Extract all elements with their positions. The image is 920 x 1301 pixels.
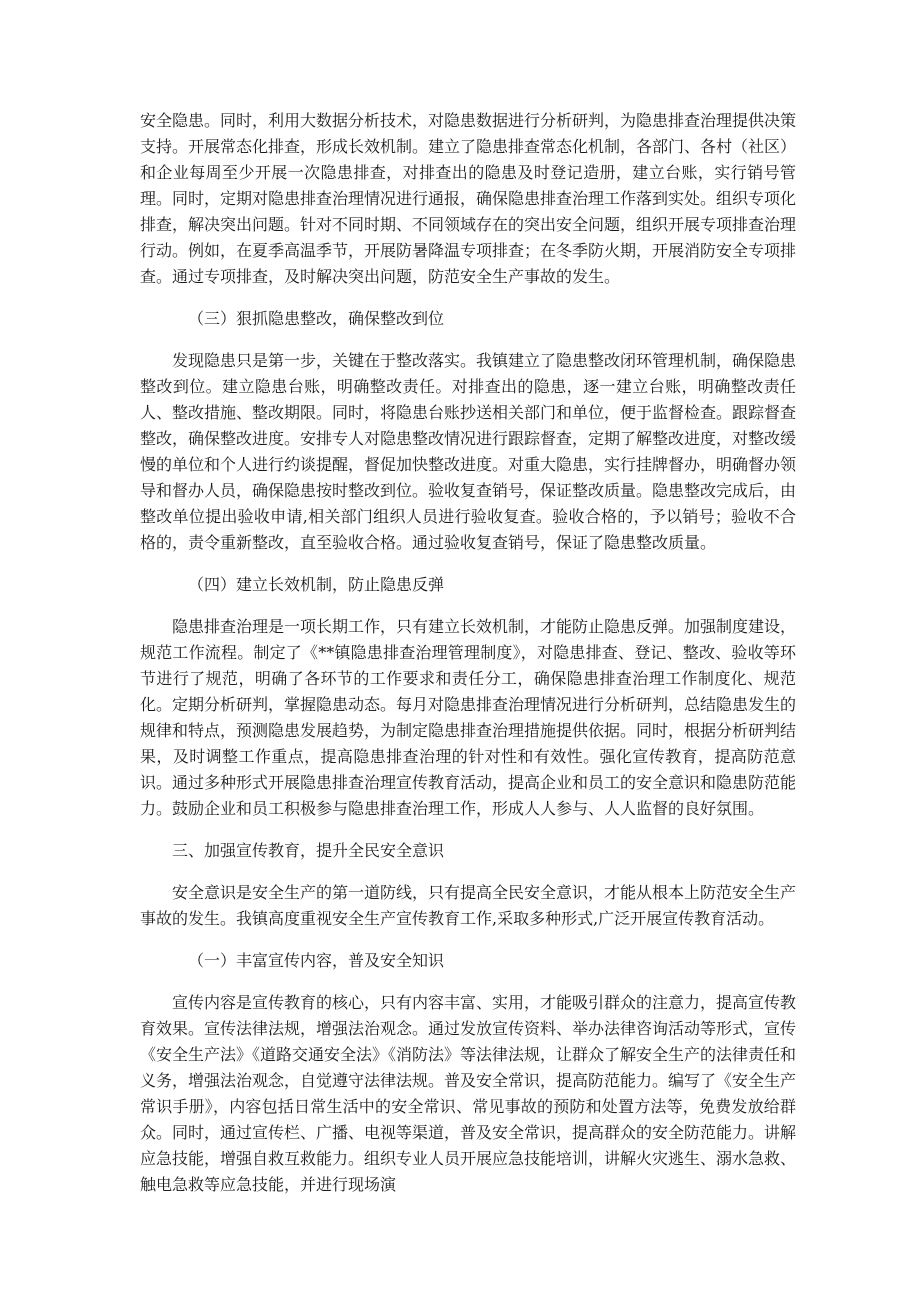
spacer: [140, 974, 796, 990]
paragraph-safety-awareness: 安全意识是安全生产的第一道防线，只有提高全民安全意识，才能从根本上防范安全生产事故的发生。我镇高度重视安全生产宣传教育工作,采取多种形式,广泛开展宣传教育活动。: [140, 883, 797, 928]
subheading-3: （三）狠抓隐患整改，确保整改到位: [188, 309, 445, 328]
paragraph-rectification: 发现隐患只是第一步，关键在于整改落实。我镇建立了隐患整改闭环管理机制，确保隐患整改到位。建立隐患台账，明确整改责任。对排查出的隐患，逐一建立台账，明确整改责任人、整改措施、整改期限。同时，将隐患台账抄送相关部门和单位，便于监督检查。跟踪督查整改，确保整改进度。安排专人对隐患整改情况进行跟踪督查，定期了解整改进度，对整改缓慢的单位和个人进行约谈提醒，督促加快整改进度。对重大隐患，实行挂牌督办，明确督办领导和督办人员，确保隐患按时整改到位。验收复查销号，保证整改质量。隐患整改完成后，由整改单位提出验收申请,相关部门组织人员进行验收复查。验收合格的，予以销号；验收不合格的，责令重新整改，直至验收合格。通过验收复查销号，保证了隐患整改质量。: [140, 351, 797, 552]
paragraph-continuation: 安全隐患。同时，利用大数据分析技术，对隐患数据进行分析研判，为隐患排查治理提供决策支持。开展常态化排查，形成长效机制。建立了隐患排查常态化机制，各部门、各村（社区）和企业每周至少开展一次隐患排查，对排查出的隐患及时登记造册，建立台账，实行销号管理。同时，定期对隐患排查治理情况进行通报，确保隐患排查治理工作落到实处。组织专项化排查，解决突出问题。针对不同时期、不同领域存在的突出安全问题，组织开展专项排查治理行动。例如，在夏季高温季节，开展防暑降温专项排查；在冬季防火期，开展消防安全专项排查。通过专项排查，及时解决突出问题，防范安全生产事故的发生。: [140, 111, 797, 286]
document-page: [140, 108, 796, 1198]
spacer: [140, 864, 796, 880]
spacer: [140, 290, 796, 306]
subheading-4: （四）建立长效机制，防止隐患反弹: [188, 575, 445, 594]
spacer: [140, 932, 796, 948]
paragraph-publicity-content: 宣传内容是宣传教育的核心，只有内容丰富、实用，才能吸引群众的注意力，提高宣传教育效果。宣传法律法规，增强法治观念。通过发放宣传资料、举办法律咨询活动等形式，宣传《安全生产法》《道路交通安全法》《消防法》等法律法规，让群众了解安全生产的法律责任和义务，增强法治观念，自觉遵守法律法规。普及安全常识，提高防范能力。编写了《安全生产常识手册》，内容包括日常生活中的安全常识、常见事故的预防和处置方法等，免费发放给群众。同时，通过宣传栏、广播、电视等渠道，普及安全常识，提高群众的安全防范能力。讲解应急技能，增强自救互救能力。组织专业人员开展应急技能培训，讲解火灾逃生、溺水急救、触电急救等应急技能，并进行现场演: [140, 993, 797, 1194]
spacer: [140, 822, 796, 838]
section-heading-3: 三、加强宣传教育，提升全民安全意识: [172, 841, 445, 860]
paragraph-long-term-mechanism: 隐患排查治理是一项长期工作，只有建立长效机制，才能防止隐患反弹。加强制度建设，规范工作流程。制定了《**镇隐患排查治理管理制度》，对隐患排查、登记、整改、验收等环节进行了规范，明确了各环节的工作要求和责任分工，确保隐患排查治理工作制度化、规范化。定期分析研判，掌握隐患动态。每月对隐患排查治理情况进行分析研判，总结隐患发生的规律和特点，预测隐患发展趋势，为制定隐患排查治理措施提供依据。同时，根据分析研判结果，及时调整工作重点，提高隐患排查治理的针对性和有效性。强化宣传教育，提高防范意识。通过多种形式开展隐患排查治理宣传教育活动，提高企业和员工的安全意识和隐患防范能力。鼓励企业和员工积极参与隐患排查治理工作，形成人人参与、人人监督的良好氛围。: [140, 617, 797, 818]
spacer: [140, 556, 796, 572]
spacer: [140, 332, 796, 348]
spacer: [140, 598, 796, 614]
subheading-1: （一）丰富宣传内容，普及安全知识: [188, 951, 445, 970]
